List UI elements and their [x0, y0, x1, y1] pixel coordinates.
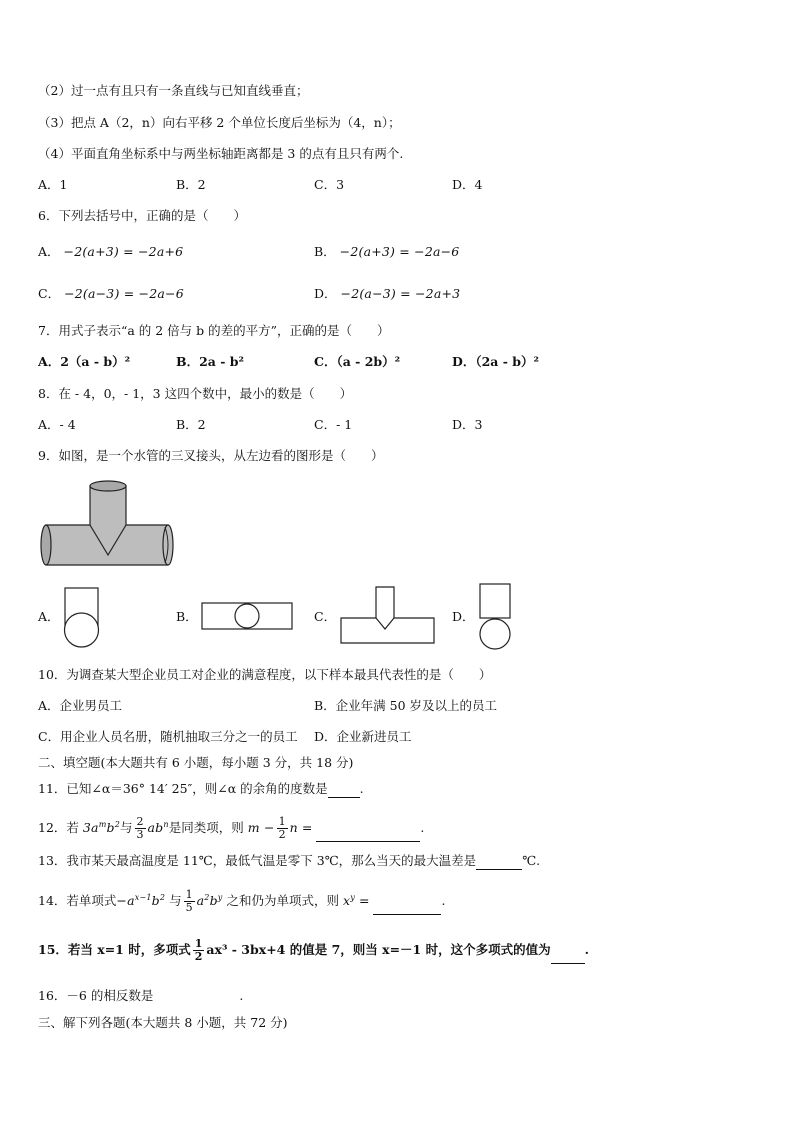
q11: [38, 781, 364, 798]
q15-text: ax³ - 3bx+4 的值是 7，则当 x=－1 时，这个多项式的值为: [206, 942, 551, 957]
q9-option-c-label[interactable]: C．: [314, 609, 337, 624]
q12-fraction-half: $\frac{1}{2}$: [278, 815, 286, 842]
q14-and: 与: [169, 893, 182, 909]
q10-stem: 10．为调查某大型企业员工对企业的满意程度，以下样本最具代表性的是（ ）: [38, 667, 492, 682]
q9-option-b-label[interactable]: B．: [176, 609, 198, 624]
q12-fraction: $\frac{2}{3}$: [136, 815, 144, 842]
q11-answer-blank[interactable]: [328, 781, 360, 798]
q13-end: ℃.: [522, 853, 541, 868]
q9-option-a-label[interactable]: A．: [38, 609, 60, 624]
q6-option-a[interactable]: [38, 244, 183, 260]
q12-middle-text: 是同类项，则: [168, 820, 244, 836]
q15-end: .: [584, 942, 589, 957]
q5-option-b[interactable]: B．2: [176, 177, 206, 192]
q16: [38, 988, 243, 1004]
q12-answer-blank[interactable]: [316, 815, 420, 842]
q12-equals: =: [301, 820, 313, 836]
q7-stem: 7．用式子表示“a 的 2 倍与 b 的差的平方”，正确的是（ ）: [38, 323, 390, 338]
q6-c-label: C．: [38, 286, 61, 301]
q15: [38, 937, 589, 964]
q6-a-label: A．: [38, 244, 60, 259]
q10-option-b[interactable]: B．企业年满 50 岁及以上的员工: [314, 698, 498, 713]
q5-statement-4: （4）平面直角坐标系中与两坐标轴距离都是 3 的点有且只有两个.: [38, 146, 404, 161]
q15-answer-blank[interactable]: [551, 937, 585, 964]
q14-x-power-y: $x^y$: [343, 893, 355, 909]
q11-text: 11．已知∠α＝36° 14′ 25″，则∠α 的余角的度数是: [38, 781, 328, 796]
q8-option-a[interactable]: A．- 4: [38, 417, 76, 432]
q6-option-c[interactable]: [38, 286, 184, 302]
q5-option-d[interactable]: D．4: [452, 177, 483, 192]
q14-middle-text: 之和仍为单项式，则: [226, 893, 340, 909]
q5-statement-2: （2）过一点有且只有一条直线与已知直线垂直；: [38, 83, 309, 98]
q14-term-1: $-a^{x-1}b^2$: [116, 893, 166, 909]
q6-b-label: B．: [314, 244, 336, 259]
q9-option-c-figure[interactable]: [338, 585, 438, 645]
q12-expr-m: m −: [247, 820, 275, 836]
q9-option-d-figure[interactable]: [474, 582, 516, 652]
q8-option-b[interactable]: B．2: [176, 417, 206, 432]
q14-equals: =: [358, 893, 370, 909]
q10-option-d[interactable]: D．企业新进员工: [314, 729, 412, 744]
q14-end: .: [441, 893, 446, 909]
pipe-tee-figure: [38, 478, 180, 570]
q8-option-d[interactable]: D．3: [452, 417, 483, 432]
q16-end: .: [239, 988, 244, 1003]
q6-d-label: D．: [314, 286, 337, 301]
q12-and: 与: [120, 820, 133, 836]
q12-prefix: 12．若: [38, 820, 79, 836]
q9-option-a-figure[interactable]: [60, 586, 102, 650]
q12-term-2: $ab^n$: [147, 820, 169, 836]
q13: [38, 853, 540, 870]
q5-option-a[interactable]: A．1: [38, 177, 68, 192]
q6-stem: 6．下列去括号中，正确的是（ ）: [38, 208, 246, 223]
q7-option-a[interactable]: A．2（a - b）²: [38, 354, 131, 369]
q14-term-2: $a^2b^y$: [196, 893, 223, 909]
q12-end: .: [420, 820, 425, 836]
q8-option-c[interactable]: C．- 1: [314, 417, 353, 432]
q7-option-c[interactable]: C．（a - 2b）²: [314, 354, 401, 369]
q6-b-expression: −2(a+3) = −2a−6: [339, 244, 460, 259]
section-3-heading: 三、解下列各题(本大题共 8 小题，共 72 分): [38, 1015, 288, 1030]
q10-option-a[interactable]: A．企业男员工: [38, 698, 123, 713]
q7-option-b[interactable]: B．2a - b²: [176, 354, 244, 369]
q14-answer-blank[interactable]: [373, 888, 441, 915]
q11-end: .: [359, 781, 364, 796]
q13-text: 13．我市某天最高温度是 11℃，最低气温是零下 3℃，那么当天的最大温差是: [38, 853, 477, 868]
q5-statement-3: （3）把点 A（2，n）向右平移 2 个单位长度后坐标为（4，n）；: [38, 115, 401, 130]
q6-option-d[interactable]: [314, 286, 460, 302]
q6-a-expression: −2(a+3) = −2a+6: [63, 244, 184, 259]
q12-term-1: $3a^mb^2$: [82, 820, 120, 836]
q16-text: 16．－6 的相反数是: [38, 988, 154, 1003]
q10-option-c[interactable]: C．用企业人员名册，随机抽取三分之一的员工: [38, 729, 298, 744]
q12-expr-n: n: [289, 820, 298, 836]
q14: [38, 885, 445, 915]
q9-stem: 9．如图，是一个水管的三叉接头，从左边看的图形是（ ）: [38, 448, 384, 463]
q13-answer-blank[interactable]: [476, 853, 522, 870]
q9-option-b-figure[interactable]: [200, 600, 294, 632]
q7-option-d[interactable]: D．（2a - b）²: [452, 354, 539, 369]
q5-option-c[interactable]: C．3: [314, 177, 345, 192]
q15-fraction: $\frac{1}{2}$: [194, 937, 203, 963]
q9-option-d-label[interactable]: D．: [452, 609, 475, 624]
q8-stem: 8．在 - 4，0，- 1，3 这四个数中，最小的数是（ ）: [38, 386, 353, 401]
q15-prefix: 15．若当 x=1 时，多项式: [38, 942, 191, 957]
q6-d-expression: −2(a−3) = −2a+3: [340, 286, 461, 301]
q6-option-b[interactable]: [314, 244, 459, 260]
section-2-heading: 二、填空题(本大题共有 6 小题，每小题 3 分，共 18 分): [38, 755, 354, 770]
q6-c-expression: −2(a−3) = −2a−6: [64, 286, 184, 301]
q16-answer-space[interactable]: [153, 988, 239, 1004]
q12: [38, 812, 424, 842]
q14-prefix: 14．若单项式: [38, 893, 117, 909]
q14-fraction: $\frac{1}{5}$: [185, 888, 193, 915]
